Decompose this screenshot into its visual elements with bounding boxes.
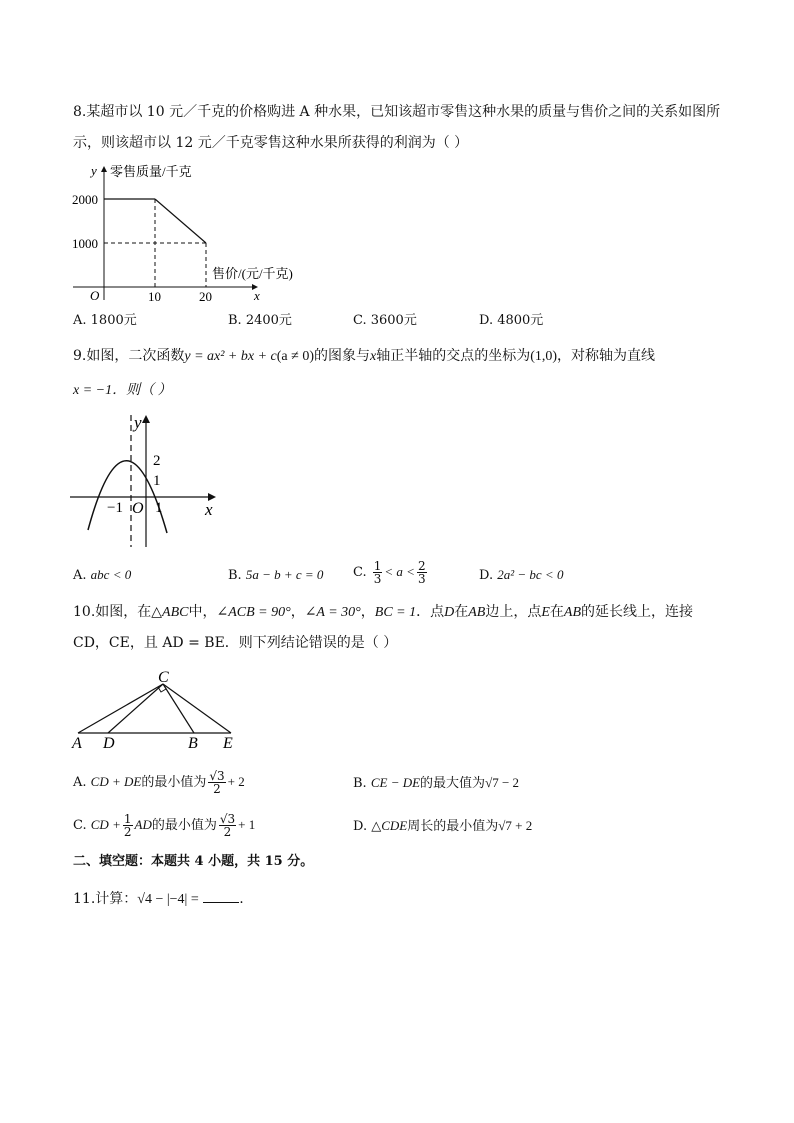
q9-x-letter: x <box>205 500 213 519</box>
q9-label-neg1: −1 <box>107 500 123 516</box>
q9-option-a[interactable]: A. abc < 0 <box>73 567 132 583</box>
q8-option-d[interactable]: D. 4800元 <box>479 313 544 328</box>
q10-label-E: E <box>223 735 233 752</box>
q9-text-line2: x = −1．则（ ） <box>73 383 172 398</box>
q8-x-letter: x <box>254 288 260 303</box>
q10-segment-CE <box>163 684 231 733</box>
q8-text-line1: 8.某超市以 10 元／千克的价格购进 A 种水果，已知该超市零售这种水果的质量与售价之间的关系如图所 <box>73 104 721 120</box>
q8-x-label: 售价/(元/千克) <box>212 266 293 281</box>
q10-segment-CB <box>163 684 194 733</box>
q8-y-tick-label: 2000 <box>72 192 98 207</box>
q8-option-a[interactable]: A. 1800元 <box>73 313 137 328</box>
q8-option-b[interactable]: B. 2400元 <box>228 313 292 328</box>
q11-answer-blank[interactable] <box>203 888 239 903</box>
q8-text-line2: 示，则该超市以 12 元／千克零售这种水果所获得的利润为（ ） <box>73 135 469 151</box>
q10-text-line1: 10.如图，在△ABC中，∠ACB = 90°，∠A = 30°，BC = 1．点D在AB边上，点E在AB的延长线上，连接 <box>73 604 694 620</box>
q10-option-a[interactable]: A. CD + DE的最小值为 $\frac{√3}{2}$ + 2 <box>73 769 245 796</box>
q8-x-tick-label: 10 <box>148 289 161 304</box>
q8-y-letter: y <box>91 163 97 178</box>
q10-segment-CA <box>78 684 163 733</box>
q9-origin: O <box>132 500 144 517</box>
q11-text: 11.计算：√4 − |−4| = . <box>73 888 244 910</box>
q8-option-c[interactable]: C. 3600元 <box>353 313 417 328</box>
q9-text-line1: 9.如图，二次函数y = ax² + bx + c(a ≠ 0)的图象与x轴正半轴的交点的坐标为(1,0)，对称轴为直线 <box>73 348 656 364</box>
q10-label-B: B <box>188 735 198 752</box>
q9-y-letter: y <box>134 413 142 432</box>
q10-label-C: C <box>158 669 169 686</box>
q9-label-1x: 1 <box>155 500 163 516</box>
q10-option-c[interactable]: C. CD + $\frac{1}{2}$ AD的最小值为 $\frac{√3}{2}$ + 1 <box>73 812 256 839</box>
q10-text-line2: CD，CE，且 AD = BE．则下列结论错误的是（ ） <box>73 635 398 651</box>
q9-option-d[interactable]: D. 2a² − bc < 0 <box>479 567 564 583</box>
q9-option-b[interactable]: B. 5a − b + c = 0 <box>228 567 324 583</box>
q10-label-A: A <box>72 735 82 752</box>
q8-y-tick-label: 1000 <box>72 236 98 251</box>
q10-option-d[interactable]: D. △CDE周长的最小值为√7 + 2 <box>353 818 533 834</box>
section-fill-in-blank-heading: 二、填空题：本题共 4 小题，共 15 分。 <box>73 854 314 869</box>
q9-label-1y: 1 <box>153 473 161 489</box>
q10-segment-CD <box>108 684 163 733</box>
q8-y-label: 零售质量/千克 <box>110 164 192 179</box>
q8-origin: O <box>90 288 100 303</box>
q10-label-D: D <box>103 735 115 752</box>
q10-option-b[interactable]: B. CE − DE的最大值为√7 − 2 <box>353 775 520 791</box>
q8-x-tick-label: 20 <box>199 289 212 304</box>
q9-option-c[interactable]: C. $\frac{1}{3}$ < a < $\frac{2}{3}$ <box>353 559 426 586</box>
q9-label-2: 2 <box>153 453 161 469</box>
